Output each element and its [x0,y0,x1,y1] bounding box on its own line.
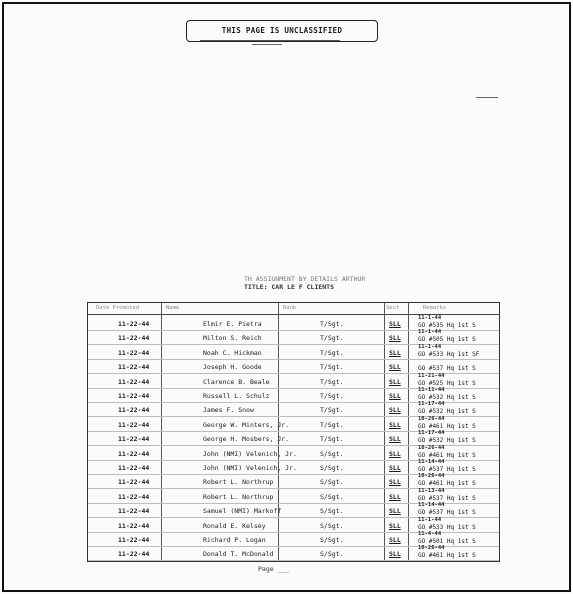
classification-stamp: THIS PAGE IS UNCLASSIFIED [186,20,378,42]
cell-rank: T/Sgt. [320,334,344,343]
cell-status-date: 10-26-44 [418,473,445,480]
cell-status-date: 11-1-44 [418,315,442,321]
cell-status: GO #505 Hq 1st S [418,336,476,344]
cell-date: 11-22-44 [118,478,150,487]
cell-name: Joseph H. Goode [203,363,262,372]
cell-sect: SLL [389,392,401,400]
cell-name: Russell L. Schulz [203,392,270,400]
heading-line-2: TITLE: CAR LE F CLIENTS [244,283,335,291]
cell-status-date: 10-26-44 [418,444,445,451]
document-heading [244,275,365,291]
cell-status-date: 11-11-44 [418,387,445,393]
stamp-underline [200,40,340,41]
scan-border-bottom [2,590,571,592]
cell-date: 11-22-44 [118,334,150,343]
cell-date: 11-22-44 [118,435,150,444]
cell-name: Milton S. Reich [203,334,262,343]
cell-status: GO #535 Hq 1st S [418,322,476,329]
cell-date: 11-22-44 [118,377,150,386]
cell-rank: T/Sgt. [320,392,344,400]
cell-name: George H. Mosbers, Jr. [203,435,290,444]
cell-date: 11-22-44 [118,363,150,372]
cell-sect: SLL [389,377,401,386]
cell-name: Richard P. Logan [203,536,266,544]
cell-status-date: 10-26-44 [418,415,445,422]
cell-status-date: 11-1-44 [418,516,442,523]
cell-status-date: 11-1-44 [418,343,442,350]
cell-name: George W. Minters, Jr. [203,420,290,429]
header-rank: Rank [283,305,297,311]
header-name: Name [166,305,180,311]
cell-sect: SLL [389,507,401,516]
cell-sect: SLL [389,464,401,472]
cell-status-date: 11-14-44 [418,502,445,509]
table-header [88,303,499,315]
cell-rank: S/Sgt. [320,492,344,501]
cell-status: GO #537 Hq 1st S [418,509,476,517]
page-footer: Page ___ [258,565,290,573]
cell-name: Samuel (NMI) Markoff [203,507,282,516]
cell-date: 11-22-44 [118,449,150,458]
header-sect: Sect [386,305,400,311]
header-remarks: Remarks [423,305,447,311]
cell-name: Clarence B. Beale [203,377,270,386]
scan-mark [476,97,498,98]
cell-status-date: 10-26-44 [418,545,445,552]
cell-name: John (NMI) Velenich, Jr. [203,464,297,472]
cell-status-date: 11-17-44 [418,430,445,437]
cell-sect: SLL [389,420,401,429]
cell-name: Robert L. Northrup [203,478,274,487]
cell-sect: SLL [389,435,401,444]
cell-sect: SLL [389,406,401,415]
cell-sect: SLL [389,320,401,328]
cell-status: GO #533 Hq 1st SF [418,350,480,358]
scan-border-top [2,2,571,4]
cell-date: 11-22-44 [118,492,150,501]
cell-status: GO #533 Hq 1st S [418,523,476,531]
cell-sect: SLL [389,334,401,343]
cell-name: James F. Snow [203,406,254,415]
cell-date: 11-22-44 [118,406,150,415]
cell-sect: SLL [389,550,401,559]
cell-status: GO #461 Hq 1st S [418,552,476,560]
cell-status: GO #532 Hq 1st S [418,394,476,401]
cell-status-date: 11-4-44 [418,531,442,537]
header-date: Date Promoted [96,305,140,311]
cell-date: 11-22-44 [118,392,150,400]
cell-name: Noah C. Hickman [203,348,262,357]
cell-date: 11-22-44 [118,348,150,357]
cell-status: GO #501 Hq 1st S [418,538,476,545]
cell-rank: S/Sgt. [320,507,344,516]
cell-rank: T/Sgt. [320,377,344,386]
cell-sect: SLL [389,536,401,544]
cell-status: GO #532 Hq 1st S [418,408,476,416]
cell-status-date: 11-21-44 [418,372,445,379]
cell-status-date: 11-1-44 [418,329,442,336]
cell-name: Ronald E. Kelsey [203,521,266,530]
cell-rank: S/Sgt. [320,536,344,544]
cell-rank: S/Sgt. [320,449,344,458]
table-row [88,545,499,561]
cell-sect: SLL [389,521,401,530]
cell-status-date: 11-14-44 [418,459,445,465]
cell-name: Elmir E. Pietra [203,320,262,328]
cell-name: John (NMI) Velenich, Jr. [203,449,297,458]
cell-status: GO #461 Hq 1st S [418,451,476,459]
cell-name: Donald T. McDonald [203,550,274,559]
cell-status: GO #537 Hq 1st S [418,494,476,502]
cell-rank: T/Sgt. [320,435,344,444]
cell-status-date: 11-17-44 [418,401,445,408]
cell-rank: T/Sgt. [320,406,344,415]
cell-date: 11-22-44 [118,507,150,516]
cell-status: GO #525 Hq 1st S [418,379,476,387]
cell-rank: T/Sgt. [320,348,344,357]
cell-date: 11-22-44 [118,320,150,328]
cell-rank: T/Sgt. [320,420,344,429]
cell-sect: SLL [389,363,401,372]
cell-rank: S/Sgt. [320,521,344,530]
promotion-table [87,302,500,562]
scan-mark [252,44,282,45]
cell-status: GO #532 Hq 1st S [418,437,476,445]
cell-sect: SLL [389,492,401,501]
heading-line-1: TH ASSIGNMENT BY DETAILS ARTHUR [244,275,366,283]
cell-status-date: 11-13-44 [418,487,445,494]
cell-date: 11-22-44 [118,536,150,544]
cell-sect: SLL [389,449,401,458]
cell-status: GO #461 Hq 1st S [418,422,476,430]
cell-status: GO #461 Hq 1st S [418,480,476,488]
scan-border-right [569,2,571,592]
cell-date: 11-22-44 [118,420,150,429]
cell-rank: S/Sgt. [320,464,344,472]
cell-sect: SLL [389,348,401,357]
cell-sect: SLL [389,478,401,487]
cell-name: Robert L. Northrup [203,492,274,501]
cell-date: 11-22-44 [118,550,150,559]
cell-rank: T/Sgt. [320,363,344,372]
cell-rank: S/Sgt. [320,550,344,559]
scan-border-left [2,2,4,592]
cell-status: GO #537 Hq 1st S [418,365,476,373]
cell-rank: T/Sgt. [320,320,344,328]
cell-date: 11-22-44 [118,521,150,530]
cell-status: GO #537 Hq 1st S [418,466,476,473]
cell-date: 11-22-44 [118,464,150,472]
cell-rank: S/Sgt. [320,478,344,487]
